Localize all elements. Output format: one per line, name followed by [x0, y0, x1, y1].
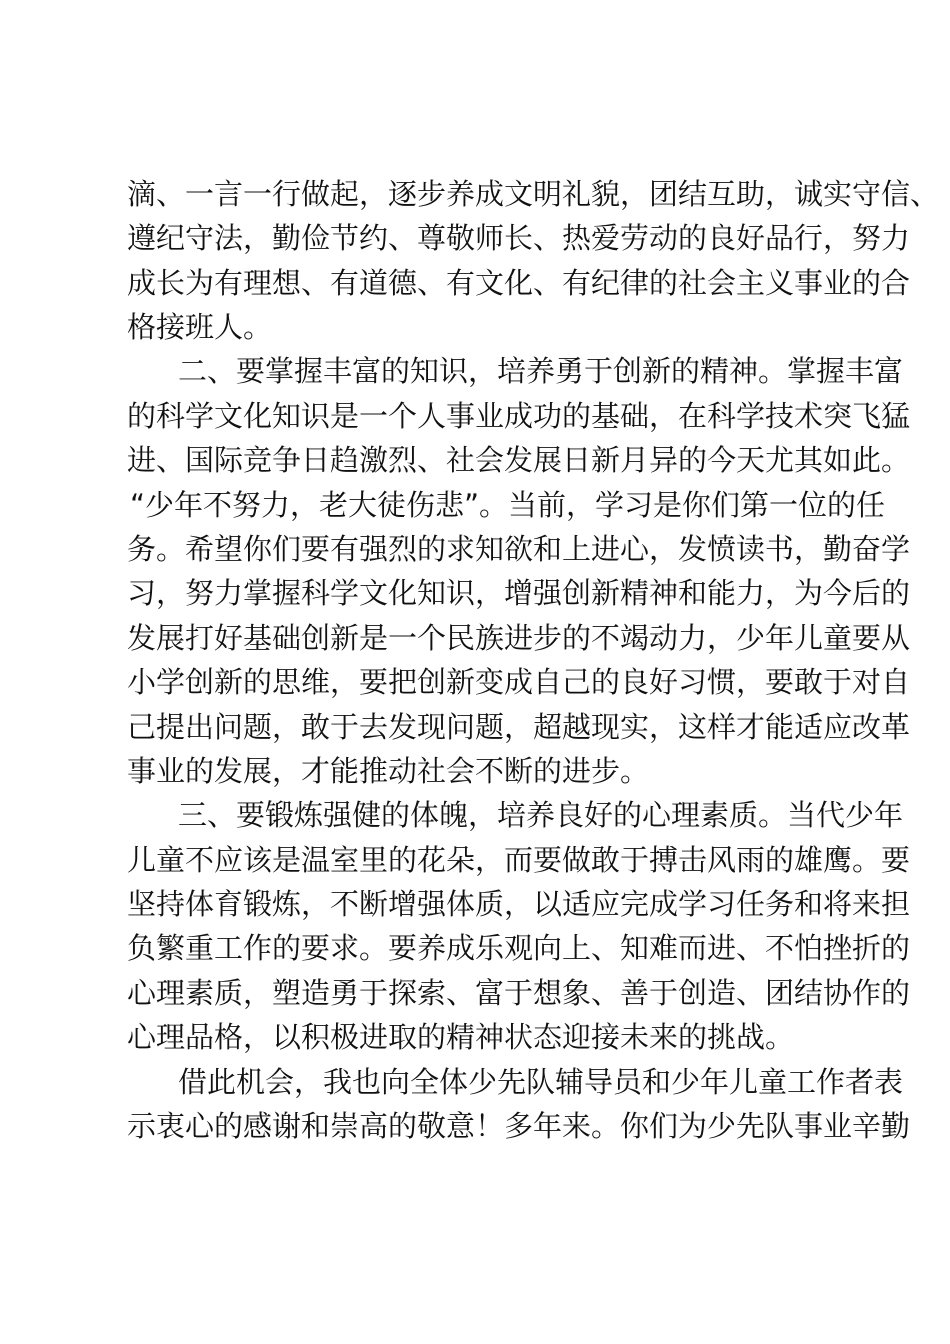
body-text-line: 的科学文化知识是一个人事业成功的基础，在科学技术突飞猛 [127, 399, 911, 433]
body-text-line: 格接班人。 [127, 310, 273, 344]
paragraph-start-line: 二、要掌握丰富的知识，培养勇于创新的精神。掌握丰富 [178, 354, 904, 388]
body-text-line: 务。希望你们要有强烈的求知欲和上进心，发愤读书，勤奋学 [127, 532, 911, 566]
body-text-line: 坚持体育锻炼，不断增强体质，以适应完成学习任务和将来担 [127, 887, 911, 921]
paragraph-start-line: 借此机会，我也向全体少先队辅导员和少年儿童工作者表 [178, 1065, 904, 1099]
body-text-line: 示衷心的感谢和崇高的敬意！多年来。你们为少先队事业辛勤 [127, 1109, 911, 1143]
body-text-line: 发展打好基础创新是一个民族进步的不竭动力，少年儿童要从 [127, 621, 911, 655]
body-text-line: 成长为有理想、有道德、有文化、有纪律的社会主义事业的合 [127, 266, 911, 300]
body-text-line: 己提出问题，敢于去发现问题，超越现实，这样才能适应改革 [127, 710, 911, 744]
body-text-line: 小学创新的思维，要把创新变成自己的良好习惯，要敢于对自 [127, 665, 911, 699]
body-text-line: 进、国际竞争日趋激烈、社会发展日新月异的今天尤其如此。 [127, 443, 911, 477]
body-text-line: 儿童不应该是温室里的花朵，而要做敢于搏击风雨的雄鹰。要 [127, 843, 911, 877]
body-text-line: 心理品格，以积极进取的精神状态迎接未来的挑战。 [127, 1020, 795, 1054]
body-text-line: 遵纪守法，勤俭节约、尊敬师长、热爱劳动的良好品行，努力 [127, 221, 911, 255]
body-text-line: “少年不努力，老大徒伤悲”。当前，学习是你们第一位的任 [130, 488, 886, 522]
paragraph-start-line: 三、要锻炼强健的体魄，培养良好的心理素质。当代少年 [178, 798, 904, 832]
body-text-line: 习，努力掌握科学文化知识，增强创新精神和能力，为今后的 [127, 576, 911, 610]
body-text-line: 心理素质，塑造勇于探索、富于想象、善于创造、团结协作的 [127, 976, 911, 1010]
body-text-line: 滴、一言一行做起，逐步养成文明礼貌，团结互助，诚实守信、 [127, 177, 940, 211]
body-text-line: 事业的发展，才能推动社会不断的进步。 [127, 754, 650, 788]
body-text-line: 负繁重工作的要求。要养成乐观向上、知难而进、不怕挫折的 [127, 931, 911, 965]
